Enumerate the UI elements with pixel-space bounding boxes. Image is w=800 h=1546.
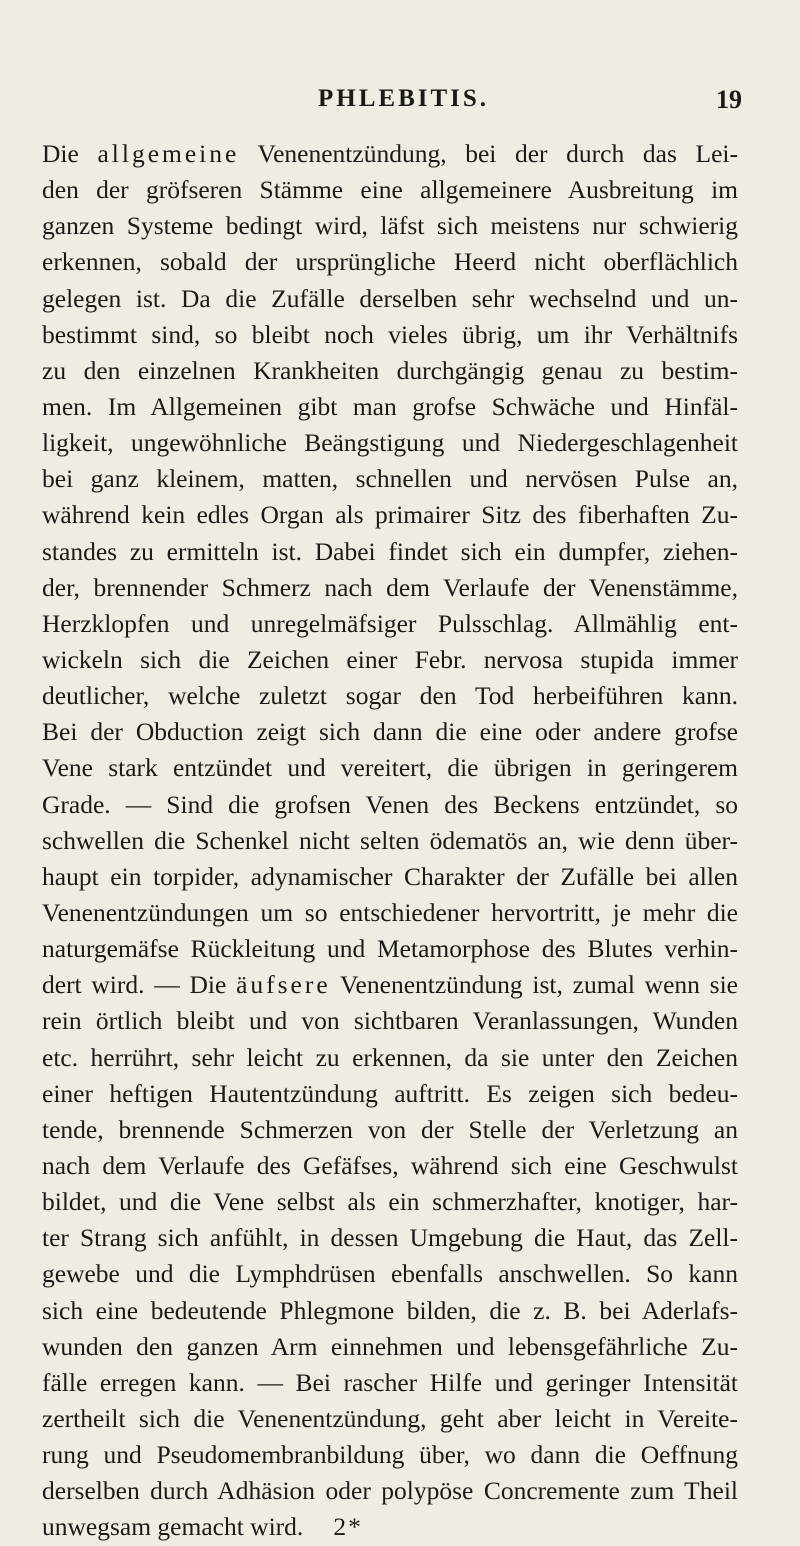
text-line: Herzklopfen und unregelmäfsiger Pulsschlag. Allmählig ent- (42, 608, 738, 638)
text-line: der, brennender Schmerz nach dem Verlaufe der Venenstämme, (42, 572, 738, 602)
text-line: ligkeit, ungewöhnliche Beängstigung und Niedergeschlagenheit (42, 428, 738, 458)
emphasized-word: allgemeine (97, 139, 240, 168)
text-line: erkennen, sobald der ursprüngliche Heerd nicht oberflächlich (42, 247, 738, 277)
text-line: fälle erregen kann. — Bei rascher Hilfe und geringer Intensität (42, 1367, 738, 1397)
text-line: den der gröfseren Stämme eine allgemeinere Ausbreitung im (42, 175, 738, 205)
text-line: derselben durch Adhäsion oder polypöse Concremente zum Theil (42, 1476, 738, 1506)
text-line: men. Im Allgemeinen gibt man grofse Schwäche und Hinfäl- (42, 391, 738, 421)
page-number: 19 (716, 85, 742, 114)
text-line: bildet, und die Vene selbst als ein schmerzhafter, knotiger, har- (42, 1187, 738, 1217)
text-line: einer heftigen Hautentzündung auftritt. Es zeigen sich bedeu- (42, 1078, 738, 1108)
text-line: deutlicher, welche zuletzt sogar den Tod herbeiführen kann. (42, 681, 738, 711)
text-line: naturgemäfse Rückleitung und Metamorphose des Blutes verhin- (42, 934, 738, 964)
text-line: nach dem Verlaufe des Gefäfses, während sich eine Geschwulst (42, 1150, 738, 1180)
text-line: dert wird. — Die äufsere Venenentzündung ist, zumal wenn sie (42, 970, 738, 1000)
text-line: gewebe und die Lymphdrüsen ebenfalls anschwellen. So kann (42, 1259, 738, 1289)
text-line: haupt ein torpider, adynamischer Charakter der Zufälle bei allen (42, 861, 738, 891)
text-line: Venenentzündungen um so entschiedener hervortritt, je mehr die (42, 897, 738, 927)
text-line: schwellen die Schenkel nicht selten ödematös an, wie denn über- (42, 825, 738, 855)
text-line: gelegen ist. Da die Zufälle derselben sehr wechselnd und un- (42, 283, 738, 313)
text-line: Grade. — Sind die grofsen Venen des Beckens entzündet, so (42, 789, 738, 819)
signature-mark: 2* (333, 1512, 363, 1542)
emphasized-word: äufsere (236, 970, 331, 1000)
text-line: ter Strang sich anfühlt, in dessen Umgebung die Haut, das Zell- (42, 1223, 738, 1253)
text-line: unwegsam gemacht wird. 2* (42, 1512, 363, 1542)
text-line: wickeln sich die Zeichen einer Febr. nervosa stupida immer (42, 644, 738, 674)
text-line: Die allgemeine Venenentzündung, bei der durch das Lei- (42, 139, 738, 168)
text-line: sich eine bedeutende Phlegmone bilden, die z. B. bei Aderlafs- (42, 1295, 738, 1325)
running-title: PHLEBITIS. (318, 85, 490, 112)
text-line: Bei der Obduction zeigt sich dann die eine oder andere grofse (42, 717, 738, 747)
text-line: standes zu ermitteln ist. Dabei findet sich ein dumpfer, ziehen- (42, 536, 738, 566)
page-header (318, 85, 742, 121)
text-line: wunden den ganzen Arm einnehmen und lebensgefährliche Zu- (42, 1331, 738, 1361)
text-line: etc. herrührt, sehr leicht zu erkennen, da sie unter den Zeichen (42, 1042, 738, 1072)
text-line: Vene stark entzündet und vereitert, die übrigen in geringerem (42, 753, 738, 783)
text-line: tende, brennende Schmerzen von der Stelle der Verletzung an (42, 1114, 738, 1144)
text-line: bei ganz kleinem, matten, schnellen und nervösen Pulse an, (42, 464, 738, 494)
text-line: während kein edles Organ als primairer Sitz des fiberhaften Zu- (42, 500, 738, 530)
text-line: rung und Pseudomembranbildung über, wo dann die Oeffnung (42, 1440, 738, 1470)
text-line: zu den einzelnen Krankheiten durchgängig genau zu bestim- (42, 355, 738, 385)
text-line: bestimmt sind, so bleibt noch vieles übrig, um ihr Verhältnifs (42, 319, 738, 349)
text-line: rein örtlich bleibt und von sichtbaren Veranlassungen, Wunden (42, 1006, 738, 1036)
text-line: zertheilt sich die Venenentzündung, geht aber leicht in Vereite- (42, 1403, 738, 1433)
text-line: ganzen Systeme bedingt wird, läfst sich meistens nur schwierig (42, 211, 738, 241)
body-text (42, 136, 738, 1545)
